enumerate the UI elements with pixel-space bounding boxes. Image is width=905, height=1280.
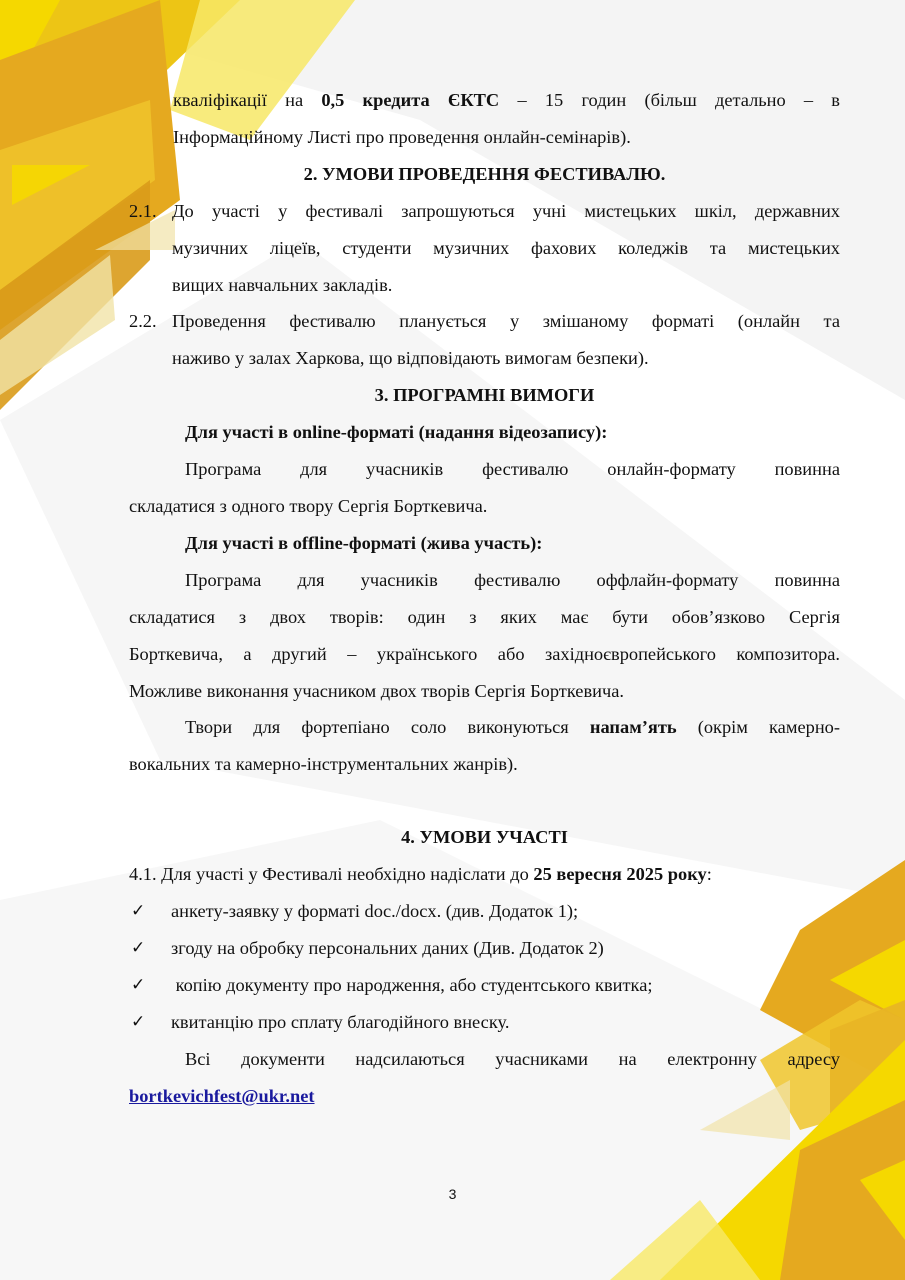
clause-4-1: 4.1. Для участі у Фестивалі необхідно надіслати до 25 вересня 2025 року: <box>129 864 712 885</box>
document-body <box>129 82 840 1114</box>
offline-format-heading: Для участі в offline-форматі (жива участь): <box>185 532 543 553</box>
clause-line: наживо у залах Харкова, що відповідають вимогам безпеки). <box>172 348 649 369</box>
email-link[interactable]: bortkevichfest@ukr.net <box>129 1085 315 1106</box>
offline-text-line: Можливе виконання учасником двох творів Сергія Борткевича. <box>129 680 624 701</box>
clause-line: Проведення фестивалю планується у змішаному форматі (онлайн та <box>172 311 840 332</box>
section-2-heading: 2. УМОВИ ПРОВЕДЕННЯ ФЕСТИВАЛЮ. <box>303 163 666 184</box>
clause-line: До участі у фестивалі запрошуються учні мистецьких шкіл, державних <box>172 200 840 221</box>
section-4-heading: 4. УМОВИ УЧАСТІ <box>401 827 568 848</box>
offline-text-line: Борткевича, а другий – українського або західноєвропейського композитора. <box>129 643 840 664</box>
continuation-line-2: Інформаційному Листі про проведення онлайн-семінарів). <box>173 126 631 147</box>
clause-2-1 <box>129 193 840 304</box>
checkmark-icon: ✓ <box>131 937 146 958</box>
online-format-heading: Для участі в online-форматі (надання відеозапису): <box>185 422 608 443</box>
section-3-heading: 3. ПРОГРАМНІ ВИМОГИ <box>374 385 595 406</box>
checkmark-icon: ✓ <box>131 901 146 922</box>
online-text-line: Програма для учасників фестивалю онлайн-формату повинна <box>185 459 840 480</box>
email-line <box>129 1078 840 1115</box>
deadline-date: 25 вересня 2025 року <box>533 864 707 885</box>
list-item: ✓ згоду на обробку персональних даних (Див. Додаток 2) <box>129 930 840 967</box>
page-number: 3 <box>448 1186 457 1202</box>
clause-line: вищих навчальних закладів. <box>172 274 393 295</box>
clause-line: музичних ліцеїв, студенти музичних фахових коледжів та мистецьких <box>172 237 840 258</box>
solo-rule-line: вокальних та камерно-інструментальних жанрів). <box>129 754 518 775</box>
continuation-line-1: кваліфікації на 0,5 кредита ЄКТС – 15 годин (більш детально – в <box>173 90 840 110</box>
offline-text-line: складатися з двох творів: один з яких має бути обов’язково Сергія <box>129 606 840 627</box>
online-text-line: складатися з одного твору Сергія Борткевича. <box>129 495 488 516</box>
clause-2-2 <box>129 303 840 377</box>
list-item: ✓ квитанцію про сплату благодійного внеску. <box>129 1004 840 1041</box>
list-item: ✓ копію документу про народження, або студентського квитка; <box>129 967 840 1004</box>
solo-rule-line: Твори для фортепіано соло виконуються напам’ять (окрім камерно- <box>185 717 840 738</box>
offline-text-line: Програма для учасників фестивалю оффлайн-формату повинна <box>185 569 840 590</box>
closing-line: Всі документи надсилаються учасниками на електронну адресу <box>185 1048 840 1069</box>
list-item: ✓ анкету-заявку у форматі doc./docx. (див. Додаток 1); <box>129 893 840 930</box>
checkmark-icon: ✓ <box>131 974 146 995</box>
credit-amount: 0,5 кредита ЄКТС <box>321 90 500 110</box>
by-heart-emphasis: напам’ять <box>589 717 677 738</box>
clause-number: 2.2. <box>129 311 157 332</box>
clause-number: 2.1. <box>129 200 157 221</box>
checkmark-icon: ✓ <box>131 1011 146 1032</box>
